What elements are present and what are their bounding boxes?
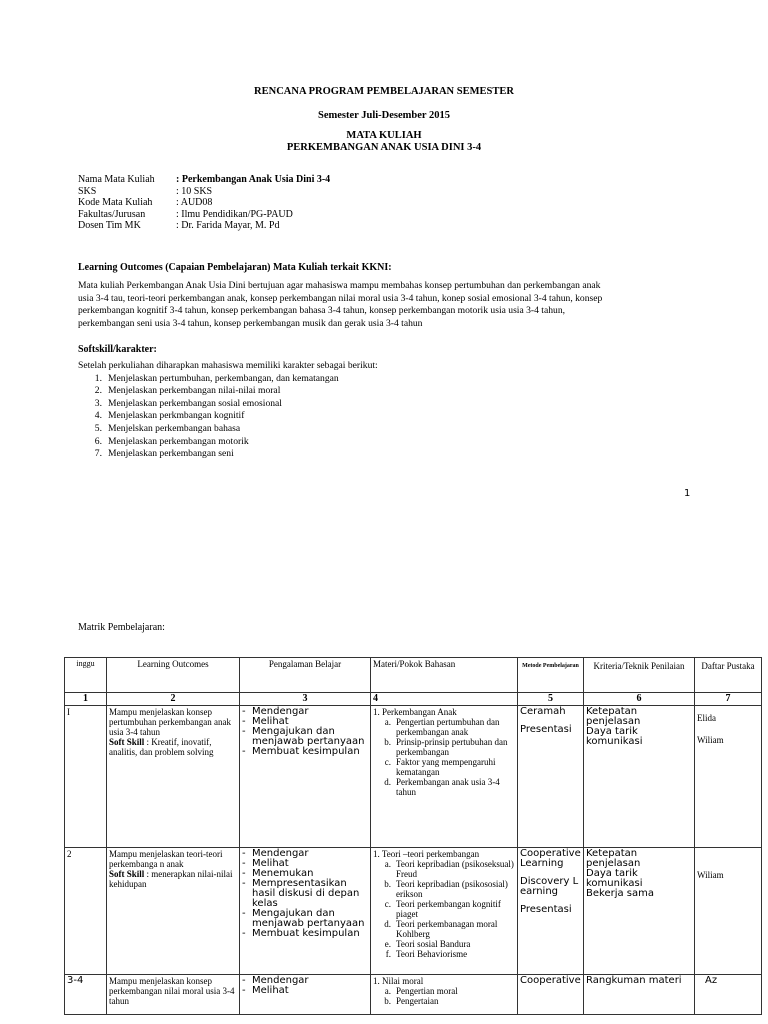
list-item [78,385,378,398]
list-number: 1. [94,372,102,384]
list-item: - Mengajukan dan menjawab pertanyaan [252,909,368,929]
list-item [78,398,378,411]
list-text: Pengertaian [396,996,439,1006]
soft-skill [109,869,237,889]
pustaka-item: Az [705,975,718,986]
list-text: Teori perkembangan kognitif piaget [396,899,501,919]
info-key: SKS [78,185,97,197]
list-number: 6. [94,435,102,447]
list-letter: d. [384,919,391,929]
list-letter: c. [384,899,391,909]
lo-text: Mampu menjelaskan konsep pertumbuhan perkembangan anak usia 3-4 tahun [109,707,231,737]
metode-item: Presentasi [520,904,572,915]
list-item: - Membuat kesimpulan [252,747,368,757]
table-row [65,975,762,1015]
metode-item: Presentasi [520,724,572,735]
list-item: - Mendengar [252,707,368,717]
list-item: - Mengajukan dan menjawab pertanyaan [252,727,368,747]
document-title: RENCANA PROGRAM PEMBELAJARAN SEMESTER [254,86,514,97]
list-item: - Membuat kesimpulan [252,929,368,939]
materi-main: 1. Perkembangan Anak [373,707,457,717]
list-text: Teori Behaviorisme [396,949,468,959]
info-row [78,220,330,232]
materi-cell [371,848,518,975]
list-text: Menjelaskan perkembangan sosial emosional [108,397,282,409]
lo-line: perkembangan seni usia 3-4 tahun, konsep perkembangan musik dan gerak usia 3-4 tahun [78,317,423,329]
list-item: - Melihat [252,859,368,869]
info-value: : Perkembangan Anak Usia Dini 3-4 [176,174,331,185]
metode-cell [518,975,584,1015]
header-materi: Materi/Pokok Bahasan [371,658,518,693]
info-key: Fakultas/Jurusan [78,208,146,220]
learning-outcome-cell [107,975,240,1015]
list-number: 5. [94,422,102,434]
list-text: Pengertian pertumbuhan dan perkembangan anak [396,717,500,737]
column-number: 7 [695,693,762,706]
list-item [78,423,378,436]
list-text: Teori perkembanagan moral Kohlberg [396,919,498,939]
kriteria-item: Ketepatan penjelasan [586,848,641,869]
list-text: Menjelskan perkembangan bahasa [108,422,241,434]
metode-cell [518,706,584,848]
course-info [78,174,330,232]
kriteria-item: Daya tarik komunikasi [586,868,643,889]
list-item [373,996,515,1006]
pengalaman-cell [240,975,371,1015]
list-number: 4. [94,410,102,422]
soft-skill-text: : menerapkan nilai-nilai kehidupan [109,869,233,889]
list-letter: b. [384,879,391,889]
list-text: Menjelaskan pertumbuhan, perkembangan, dan kematangan [108,372,339,384]
list-letter: e. [384,939,391,949]
lo-line: usia 3-4 tau, teori-teori perkembangan anak, konsep perkembangan nilai moral usia 3-4 tahun, konep sosial emosional 3-4 tahun, konsep [78,292,603,304]
learning-matrix-table [64,657,762,1015]
header-pustaka: Daftar Pustaka [695,658,762,693]
soft-skill-label: Soft Skill [109,869,145,879]
list-item [373,859,515,879]
info-row [78,174,330,186]
info-key: Nama Mata Kuliah [78,174,155,185]
metode-cell [518,848,584,975]
info-key: Kode Mata Kuliah [78,197,153,208]
metode-item: Cooperative [520,975,581,986]
table-header-row [65,658,762,693]
materi-cell [371,975,518,1015]
list-letter: f. [385,949,391,959]
semester-label: Semester Juli-Desember 2015 [318,110,450,121]
list-letter: a. [384,986,391,996]
pustaka-cell [695,848,762,975]
materi-cell [371,706,518,848]
learning-outcome-cell [107,706,240,848]
metode-item: Discovery Learning [520,876,579,897]
pengalaman-cell [240,848,371,975]
list-number: 7. [94,448,102,460]
list-item [373,919,515,939]
header-kriteria: Kriteria/Teknik Penilaian [584,658,695,693]
lo-line: perkembangan kognitif 3-4 tahun, konsep perkembangan bahasa 3-4 tahun, konsep perkembangan motorik usia usia 3-4 tahun, [78,305,566,317]
table-row [65,848,762,975]
header-week: inggu [65,658,107,693]
lo-line: Mata kuliah Perkembangan Anak Usia Dini bertujuan agar mahasiswa mampu membahas konsep pertumbuhan dan perkembangan anak [78,280,601,291]
list-item [78,410,378,423]
matrix-label: Matrik Pembelajaran: [78,622,165,633]
list-item [373,879,515,899]
week-cell: I [65,706,107,848]
list-item [78,436,378,449]
list-item [78,448,378,461]
list-text: Prinsip-prinsip pertubuhan dan perkembangan [396,737,508,757]
info-row [78,197,330,209]
list-text: Pengertian moral [396,986,458,996]
list-item [373,939,515,949]
info-value: : 10 SKS [176,185,213,197]
learning-outcomes-text [78,280,690,330]
softskill-list [78,360,378,461]
pustaka-item: Elida [697,713,716,723]
list-text: Menjelaskan perkmbangan kognitif [108,410,245,422]
list-item [78,373,378,386]
pengalaman-cell [240,706,371,848]
list-item [373,777,515,797]
list-item [373,757,515,777]
list-item: - Melihat [252,717,368,727]
lo-text: Mampu menjelaskan teori-teori perkembanga n anak [109,849,223,869]
list-item: - Mendengar [252,849,368,859]
list-number: 3. [94,397,102,409]
header-learning-outcomes: Learning Outcomes [107,658,240,693]
list-item [373,737,515,757]
column-number: 3 [240,693,371,706]
info-value: : Ilmu Pendidikan/PG-PAUD [176,208,293,220]
materi-main: 1. Teori –teori perkembangan [373,849,480,859]
week-cell: 3-4 [65,975,107,1015]
learning-outcomes-heading: Learning Outcomes (Capaian Pembelajaran) Mata Kuliah terkait KKNI: [78,262,392,273]
softskill-heading: Softskill/karakter: [78,344,157,355]
kriteria-item: Ketepatan penjelasan [586,706,641,727]
kriteria-item: Rangkuman materi [586,975,682,986]
list-letter: b. [384,737,391,747]
column-number: 4 [371,693,518,706]
metode-item: Ceramah [520,706,566,717]
list-number: 2. [94,385,102,397]
lo-text: Mampu menjelaskan konsep perkembangan nilai moral usia 3-4 tahun [109,976,235,1006]
info-row [78,186,330,198]
list-item: - Melihat [252,986,368,996]
list-letter: d. [384,777,391,787]
pustaka-item: Wiliam [697,870,724,880]
list-item [373,899,515,919]
pustaka-cell [695,706,762,848]
list-text: Menjelaskan perkembangan seni [108,448,234,460]
metode-item: Cooperative Learning [520,848,581,869]
list-item [373,986,515,996]
soft-skill [109,737,237,757]
list-letter: a. [384,859,391,869]
info-value: : Dr. Farida Mayar, M. Pd [176,220,280,231]
list-text: Perkembangan anak usia 3-4 tahun [396,777,500,797]
list-text: Faktor yang mempengaruhi kematangan [396,757,496,777]
week-cell: 2 [65,848,107,975]
list-letter: b. [384,996,391,1006]
pustaka-cell [695,975,762,1015]
list-item [373,949,515,959]
kriteria-cell [584,706,695,848]
column-number: 6 [584,693,695,706]
soft-skill-label: Soft Skill [109,737,145,747]
column-number: 2 [107,693,240,706]
list-letter: a. [384,717,391,727]
column-number: 1 [65,693,107,706]
list-text: Menjelaskan perkembangan motorik [108,435,249,447]
soft-skill-text: : Kreatif, inovatif, analitis, dan problem solving [109,737,214,757]
course-heading-2: PERKEMBANGAN ANAK USIA DINI 3-4 [286,142,482,153]
info-value: : AUD08 [176,197,213,208]
kriteria-item: Bekerja sama [586,888,655,899]
column-number: 5 [518,693,584,706]
info-key: Dosen Tim MK [78,220,141,231]
softskill-intro: Setelah perkuliahan diharapkan mahasiswa memiliki karakter sebagai berikut: [78,360,378,371]
learning-outcome-cell [107,848,240,975]
list-item: - Mendengar [252,976,368,986]
table-row [65,706,762,848]
list-item [373,717,515,737]
kriteria-item: Daya tarik komunikasi [586,726,643,747]
course-heading-1: MATA KULIAH [346,130,422,141]
list-text: Teori kepribadian (psikososial) erikson [396,879,508,899]
materi-main: 1. Nilai moral [373,976,424,986]
list-text: Teori sosial Bandura [396,939,471,949]
info-row [78,209,330,221]
header-pengalaman: Pengalaman Belajar [240,658,371,693]
pustaka-item: Wiliam [697,735,724,745]
kriteria-cell [584,848,695,975]
list-item: - Menemukan [252,869,368,879]
header-metode: Metode Pembelajaran [518,658,584,693]
list-text: Teori kepribadian (psikoseksual) Freud [396,859,514,879]
column-number-row [65,693,762,706]
list-item: - Mempresentasikan hasil diskusi di depan kelas [252,879,368,909]
list-letter: c. [384,757,391,767]
list-text: Menjelaskan perkembangan nilai-nilai moral [108,385,281,397]
page-number: 1 [684,488,691,499]
kriteria-cell [584,975,695,1015]
